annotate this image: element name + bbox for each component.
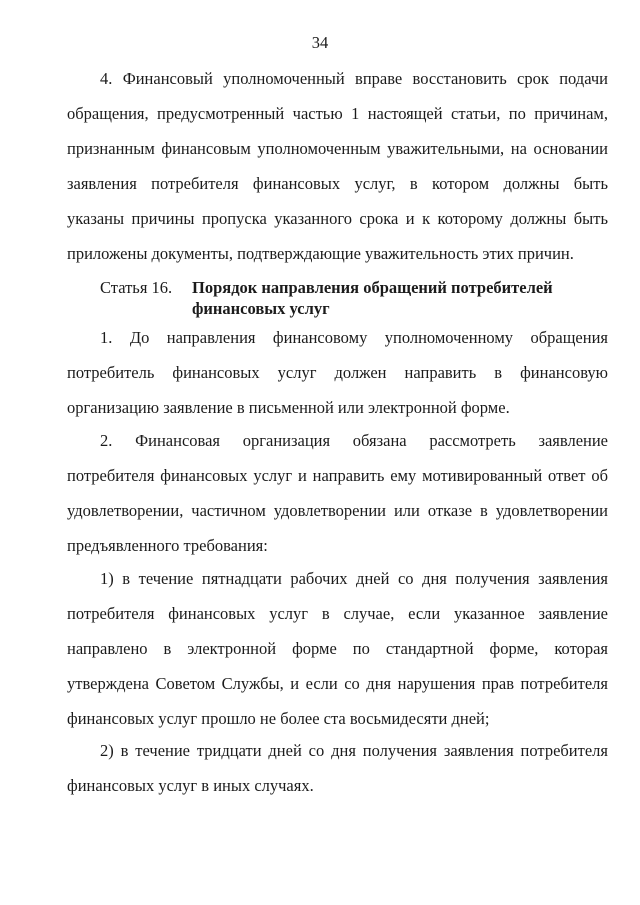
text-line: 4. Финансовый уполномоченный вправе восстановить срок подачи <box>100 69 608 88</box>
text-line: направлено в электронной форме по стандартной форме, которая <box>67 639 608 658</box>
text-line: указаны причины пропуска указанного срока и к которому должны быть <box>67 209 608 228</box>
paragraph-part-4 <box>67 61 608 271</box>
page-number: 34 <box>311 33 329 52</box>
text-line: заявления потребителя финансовых услуг, в котором должны быть <box>67 174 608 193</box>
subitem-2 <box>67 733 608 803</box>
article-title-line: финансовых услуг <box>192 299 330 318</box>
article-16-heading <box>67 277 608 319</box>
paragraph-part-1 <box>67 320 608 425</box>
text-line: обращения, предусмотренный частью 1 настоящей статьи, по причинам, <box>67 104 608 123</box>
text-line: финансовых услуг прошло не более ста восьмидесяти дней; <box>67 709 490 728</box>
text-line: организацию заявление в письменной или электронной форме. <box>67 398 510 417</box>
article-title <box>192 277 553 319</box>
text-line: потребителя финансовых услуг в случае, если указанное заявление <box>67 604 608 623</box>
text-line: утверждена Советом Службы, и если со дня нарушения прав потребителя <box>67 674 608 693</box>
text-line: 2. Финансовая организация обязана рассмотреть заявление <box>100 431 608 450</box>
paragraph-part-2 <box>67 423 608 563</box>
text-line: удовлетворении, частичном удовлетворении или отказе в удовлетворении <box>67 501 608 520</box>
text-line: 1. До направления финансовому уполномоченному обращения <box>100 328 608 347</box>
text-line: финансовых услуг в иных случаях. <box>67 776 314 795</box>
subitem-1 <box>67 561 608 736</box>
text-line: 2) в течение тридцати дней со дня получения заявления потребителя <box>100 741 608 760</box>
article-title-line: Порядок направления обращений потребителей <box>192 278 553 297</box>
text-line: приложены документы, подтверждающие уважительность этих причин. <box>67 244 574 263</box>
text-line: признанным финансовым уполномоченным уважительными, на основании <box>67 139 608 158</box>
text-line: потребителя финансовых услуг и направить ему мотивированный ответ об <box>67 466 608 485</box>
text-line: потребитель финансовых услуг должен направить в финансовую <box>67 363 608 382</box>
text-line: 1) в течение пятнадцати рабочих дней со дня получения заявления <box>100 569 608 588</box>
text-line: предъявленного требования: <box>67 536 268 555</box>
article-number-label: Статья 16. <box>100 278 173 297</box>
